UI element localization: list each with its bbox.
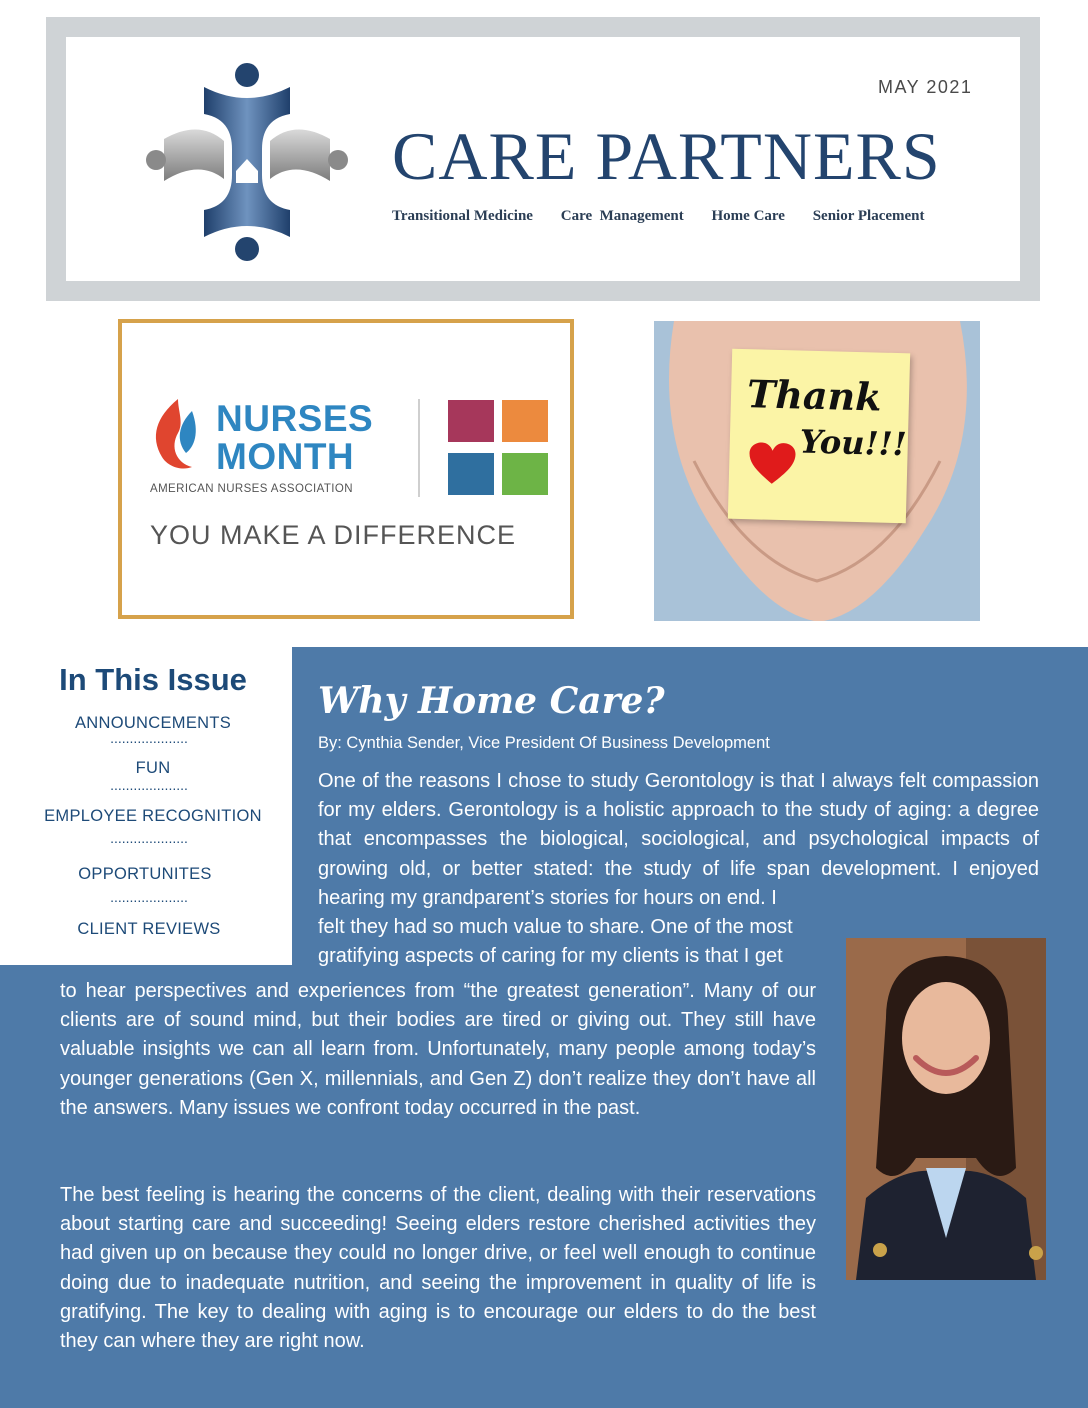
you-text: You!!! xyxy=(799,422,908,464)
article-paragraph-1c: to hear perspectives and experiences from “the greatest generation”. Many of our clients are of sound mind, but their bodies are tired or giving out. They still have valuable insights we can all learn from. Unfortunately, many people among today’s younger generations (Gen X, millennials, and Gen Z) don’t realize they don’t have all the answers. Many issues we confront today occurred in the past. xyxy=(60,980,816,1119)
toc-separator: .................... xyxy=(110,730,188,746)
nurses-month-title xyxy=(216,400,373,476)
thank-text: Thank xyxy=(746,371,883,420)
group-tile-icon xyxy=(502,453,548,495)
toc-item-opportunites[interactable]: OPPORTUNITES xyxy=(78,865,212,883)
nurses-title-line2: MONTH xyxy=(216,436,355,477)
in-this-issue xyxy=(0,647,292,965)
article-paragraph-1a: One of the reasons I chose to study Gerontology is that I always felt compassion for my elders. Gerontology is a holistic approach to the study of aging: a degree that encompasses the biological, sociological, and psychological impacts of growing old, or better stated: the study of life span development. I enjoyed hearing my grandparent’s stories for hours on end. I xyxy=(318,770,1039,909)
article-paragraph-1b: felt they had so much value to share. One of the most gratifying aspects of caring for my clients is that I get xyxy=(318,916,793,968)
services-list xyxy=(392,208,925,225)
heart-tile-icon xyxy=(448,400,494,442)
nurses-title-line1: NURSES xyxy=(216,398,374,439)
issue-date: MAY 2021 xyxy=(878,77,973,97)
divider xyxy=(418,399,420,497)
thank-you-photo xyxy=(654,321,980,621)
author-portrait xyxy=(846,938,1046,1280)
newsletter-title: CARE PARTNERS xyxy=(392,118,941,194)
association-name: AMERICAN NURSES ASSOCIATION xyxy=(150,483,353,495)
care-partners-logo xyxy=(144,59,350,265)
service-senior-placement: Senior Placement xyxy=(812,208,925,224)
newsletter-header xyxy=(46,17,1040,301)
toc-item-fun[interactable]: FUN xyxy=(135,759,171,777)
portrait-illustration xyxy=(846,938,1046,1280)
article-byline: By: Cynthia Sender, Vice President Of Business Development xyxy=(318,734,770,752)
header-panel xyxy=(66,37,1020,281)
article-title: Why Home Care? xyxy=(318,680,665,722)
people-tile-icon xyxy=(502,400,548,442)
toc-item-announcements[interactable]: ANNOUNCEMENTS xyxy=(74,714,232,732)
nurses-month-banner xyxy=(118,319,574,619)
toc-separator: .................... xyxy=(110,830,188,846)
toc-item-client-reviews[interactable]: CLIENT REVIEWS xyxy=(77,920,221,938)
article-paragraph-2: The best feeling is hearing the concerns of the client, dealing with their reservations about starting care and succeeding! Seeing elders restore cherished activities they had given up on because they could no longer drive, or feel well enough to continue doing due to inadequate nutrition, and seeing the improvement in quality of life is gratifying. The key to dealing with aging is to encourage our elders to do the best they can where they are right now. xyxy=(60,1184,816,1353)
service-transitional-medicine: Transitional Medicine xyxy=(392,208,533,224)
service-care-management: Care Management xyxy=(560,208,684,224)
toc-separator: .................... xyxy=(110,889,188,905)
arrows-tile-icon xyxy=(448,453,494,495)
sticky-note xyxy=(728,349,910,524)
nurses-tagline: YOU MAKE A DIFFERENCE xyxy=(150,520,517,550)
flame-icon xyxy=(148,397,204,473)
heart-icon xyxy=(747,441,798,486)
toc-separator: .................... xyxy=(110,777,188,793)
toc-item-employee-recognition[interactable]: EMPLOYEE RECOGNITION xyxy=(44,807,262,825)
service-home-care: Home Care xyxy=(711,208,785,224)
toc-title: In This Issue xyxy=(59,662,247,697)
